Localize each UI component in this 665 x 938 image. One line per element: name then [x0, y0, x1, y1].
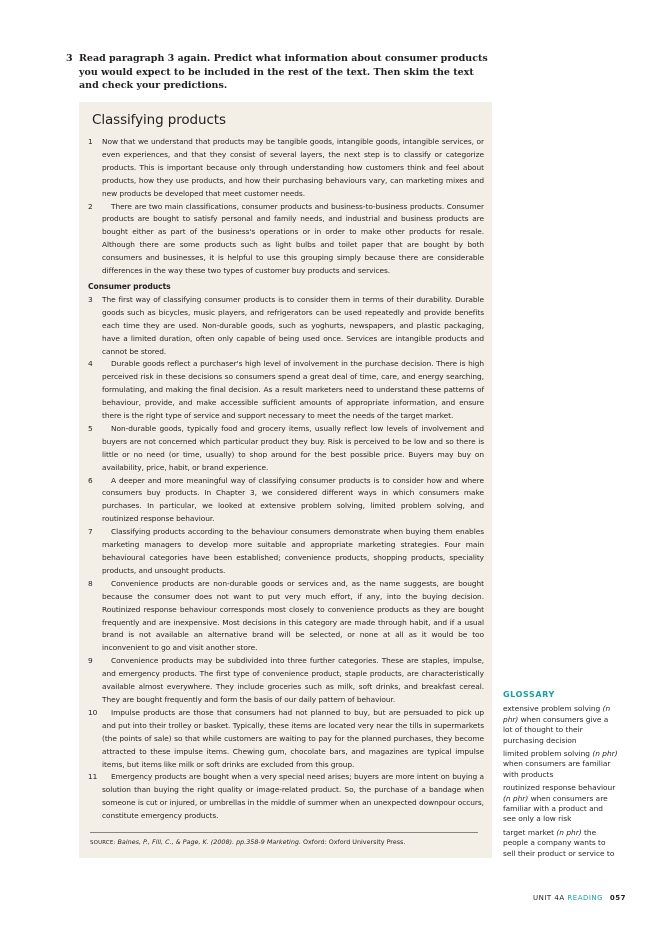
paragraph-3 [88, 294, 484, 359]
source-publisher: Oxford: Oxford University Press. [303, 838, 406, 846]
paragraph-text: Convenience products may be subdivided into three further categories. These are staples, impulse, and emergency products. The first type of convenience product, staple products, are characteristically available almost everywhere. They include groceries such as milk, soft drinks, and breakfast cereal. They are bought frequently and form the basis of our daily pattern of behaviour. [102, 656, 484, 704]
glossary-term: extensive problem solving [503, 704, 601, 714]
glossary-term: limited problem solving [503, 749, 591, 759]
paragraph-number: 10 [88, 707, 98, 717]
paragraph-text: Classifying products according to the behaviour consumers demonstrate when buying them enables marketing managers to develop more suitable and appropriate marketing strategies. Four main behavioural categories have been established; convenience products, shopping products, speciality products, and unsought products. [102, 527, 484, 575]
glossary-pos: (n phr) [592, 749, 618, 759]
glossary-pos: (n phr) [503, 704, 611, 724]
source-divider [90, 832, 478, 833]
paragraph-number: 3 [88, 294, 93, 304]
paragraph-number: 7 [88, 527, 93, 537]
glossary-pos: (n phr) [556, 827, 582, 837]
paragraph-number: 8 [88, 578, 93, 588]
glossary-item [503, 704, 618, 746]
glossary-definition: when consumers give a lot of thought to their purchasing decision [503, 714, 609, 745]
paragraph-7 [88, 526, 484, 578]
subheading: Consumer products [88, 281, 171, 291]
paragraph-2 [88, 201, 484, 278]
paragraph-number: 9 [88, 656, 93, 666]
paragraph-10 [88, 707, 484, 772]
glossary [503, 690, 618, 862]
paragraph-text: A deeper and more meaningful way of classifying consumer products is to consider how and where consumers buy products. In Chapter 3, we considered different ways in which consumers make purchases. In particular, we looked at extensive problem solving, limited problem solving, and routinized response behaviour. [102, 475, 484, 524]
paragraph-5 [88, 423, 484, 475]
article-title: Classifying products [92, 112, 226, 128]
source-title: Marketing. [266, 838, 301, 846]
paragraph-number: 6 [88, 475, 93, 485]
paragraph-1 [88, 136, 484, 201]
paragraph-9 [88, 655, 484, 707]
glossary-heading: GLOSSARY [503, 690, 555, 699]
article-panel [79, 102, 492, 858]
article-body [88, 136, 484, 823]
glossary-item [503, 749, 618, 780]
paragraph-8 [88, 578, 484, 655]
footer-unit: UNIT 4A [533, 894, 565, 902]
paragraph-text: Now that we understand that products may be tangible goods, intangible goods, intangible services, or even experiences, and that they consist of several layers, the next step is to classify or categorize products. This is important because only through understanding how customers think and feel about products, how they use products, and how their purchasing behaviours vary, can marketing mixes and new products be developed that meet customer needs. [102, 137, 484, 198]
paragraph-text: Non-durable goods, typically food and grocery items, usually reflect low levels of involvement and buyers are not concerned which particular product they buy. Risk is perceived to be low and so there is little or no need (or time, usually) to shop around for the best possible price. Buyers may buy on availability, price, habit, or brand experience. [102, 423, 484, 472]
paragraph-text: Durable goods reflect a purchaser's high level of involvement in the purchase decision. There is high perceived risk in these decisions so consumers spend a great deal of time, care, and energy searching, formulating, and making the final decision. As a result marketers need to understand these patterns of behaviour, provide, and make accessible sufficient amounts of appropriate information, and ensure there is the right type of service and support necessary to meet the needs of the target market. [102, 359, 484, 421]
glossary-term: target market [503, 827, 555, 837]
source-citation [90, 838, 405, 848]
paragraph-6 [88, 475, 484, 527]
page-number: 057 [609, 894, 626, 902]
paragraph-11 [88, 771, 484, 823]
paragraph-number: 2 [88, 201, 93, 211]
paragraph-text: Emergency products are bought when a very special need arises; buyers are more intent on buying a solution than buying the right quality or image-related product. So, the purchase of a bandage when someone is cut or injured, or umbrellas in the middle of summer when an unexpected downpour occurs, constitute emergency products. [102, 772, 484, 821]
task-number: 3 [66, 53, 73, 64]
source-label: SOURCE: [90, 840, 116, 846]
paragraph-4 [88, 358, 484, 423]
glossary-term: routinized response behaviour [503, 783, 616, 793]
paragraph-number: 5 [88, 423, 93, 433]
task-instruction [66, 52, 491, 93]
footer-section: READING [567, 894, 604, 902]
paragraph-number: 1 [88, 137, 93, 146]
source-authors: Baines, P., Fill, C., & Page, K. (2008). pp.358-9 [117, 838, 265, 846]
glossary-definition: when consumers are familiar with a product and see only a low risk [503, 793, 608, 824]
paragraph-text: Convenience products are non-durable goods or services and, as the name suggests, are bought because the consumer does not want to put very much effort, if any, into the buying decision. Routinized response behaviour corresponds most closely to convenience products as they are bought frequently and are inexpensive. Most decisions in this category are made through habit, and if a usual brand is not available an alternative brand will be selected, or none at all as it would be too inconvenient to go and visit another store. [102, 578, 484, 653]
paragraph-text: There are two main classifications, consumer products and business-to-business products. Consumer products are bought to satisfy personal and family needs, and industrial and business products are bought either as part of the business's operations or in order to make other products for resale. Although there are some products such as light bulbs and toilet paper that are bought by both consumers and businesses, it is helpful to use this grouping simply because there are considerable differences in the way these two types of customer buy products and services. [102, 201, 484, 276]
paragraph-number: 4 [88, 359, 93, 369]
paragraph-text: The first way of classifying consumer products is to consider them in terms of their durability. Durable goods such as bicycles, music players, and refrigerators can be used repeatedly and provide benefits each time they are used. Non-durable goods, such as yoghurts, newspapers, and plastic packaging, have a limited duration, often only capable of being used once. Services are intangible products and cannot be stored. [102, 294, 484, 356]
glossary-pos: (n phr) [503, 793, 529, 803]
glossary-item [503, 783, 618, 825]
glossary-definition: when consumers are familiar with products [503, 759, 611, 779]
paragraph-number: 11 [88, 772, 98, 782]
task-text: Read paragraph 3 again. Predict what information about consumer products you would expect to be included in the rest of the text. Then skim the text and check your predictions. [79, 53, 488, 91]
page-footer [533, 894, 626, 902]
glossary-item [503, 828, 618, 859]
paragraph-text: Impulse products are those that consumers had not planned to buy, but are persuaded to pick up and put into their trolley or basket. Typically, these items are located very near the tills in supermarkets (the points of sale) so that while customers are waiting to pay for the planned purchases, they become attracted to these impulse items. Chewing gum, chocolate bars, and magazines are typical impulse items, but items like milk or soft drinks are excluded from this group. [102, 707, 484, 769]
glossary-definition: the people a company wants to sell their product or service to [503, 827, 615, 858]
